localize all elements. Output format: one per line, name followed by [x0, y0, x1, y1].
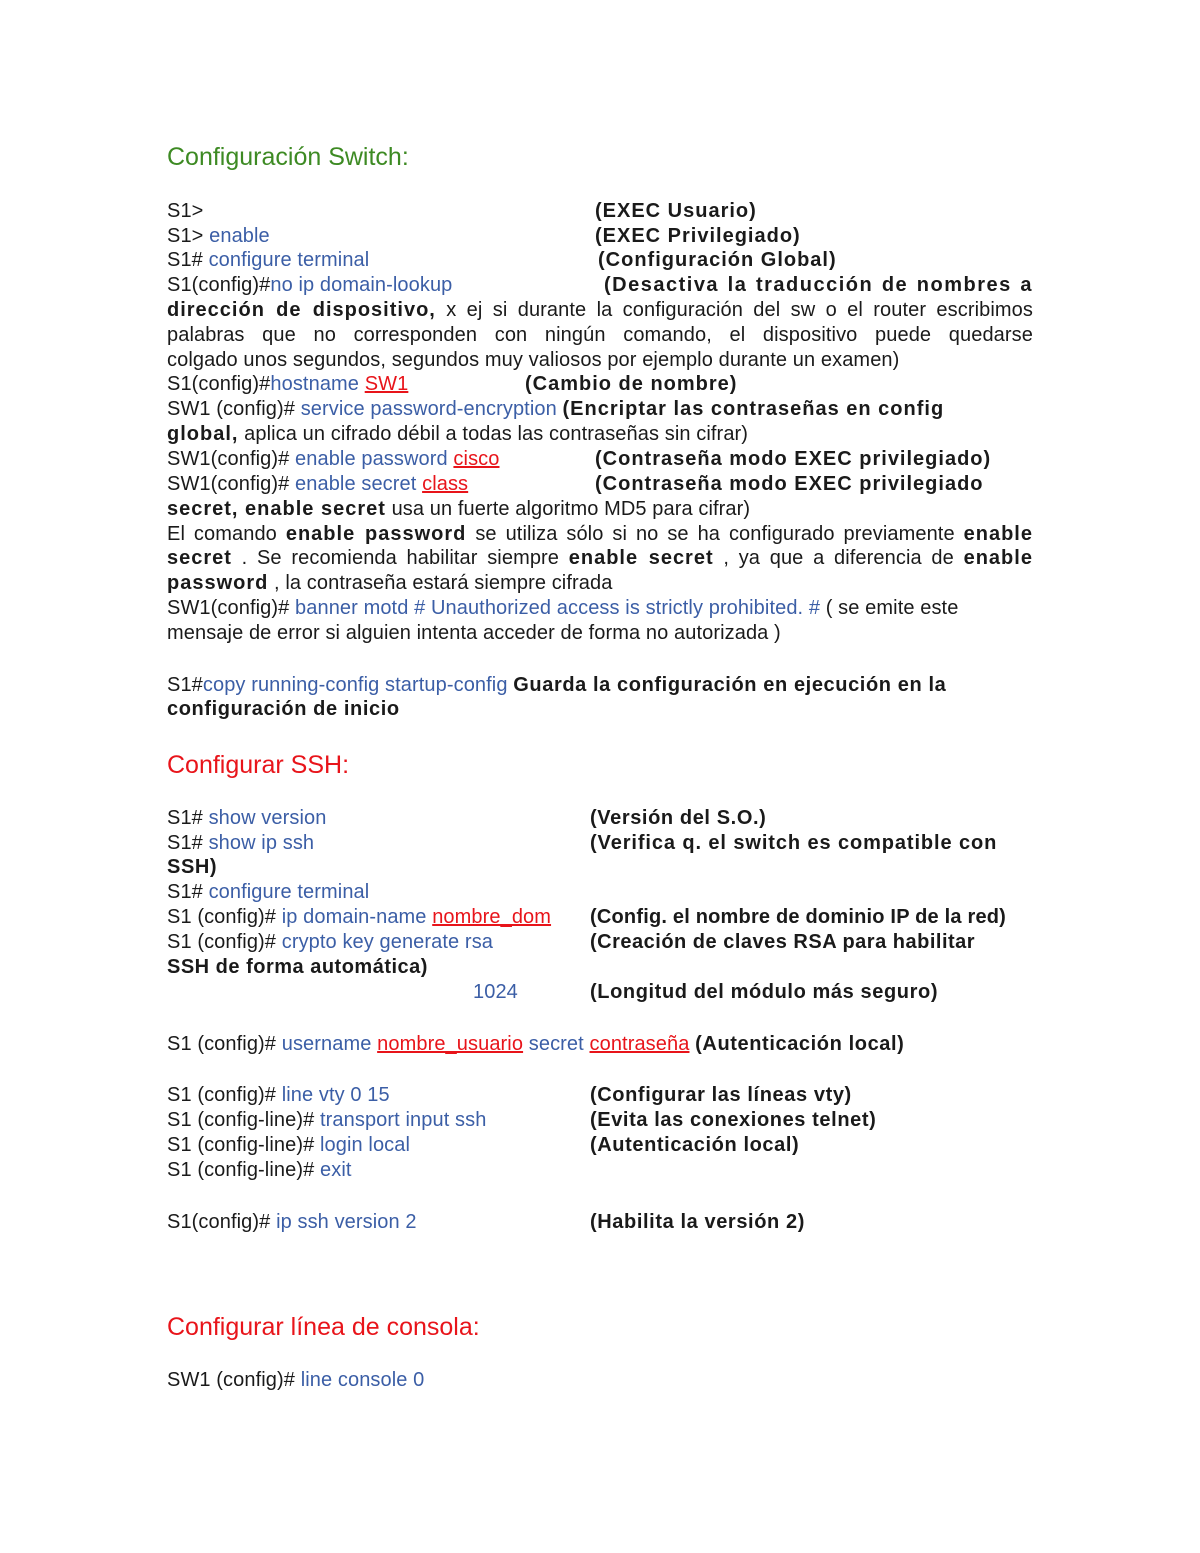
annotation: (Desactiva la traducción de nombres a [604, 274, 1033, 296]
command: 1024 [473, 981, 518, 1003]
doc-line [167, 1108, 877, 1132]
doc-line [167, 323, 1033, 347]
doc-line [167, 1083, 852, 1107]
doc-line [167, 855, 217, 879]
doc-line [167, 673, 946, 697]
doc-line [167, 372, 738, 396]
doc-line [167, 1032, 904, 1056]
bold-text: secret [167, 547, 232, 569]
command: service password-encryption [300, 398, 557, 420]
annotation: (Configurar las líneas vty) [590, 1084, 852, 1106]
prompt: S1 (config)# [167, 931, 277, 953]
annotation: (Cambio de nombre) [525, 373, 738, 395]
prompt: S1 (config)# [167, 1033, 277, 1055]
command: configure terminal [208, 881, 370, 903]
prompt: S1> [167, 225, 204, 247]
doc-line [167, 224, 801, 248]
command: hostname [270, 373, 360, 395]
body-text: palabras que no corresponden con ningún comando, el dispositivo puede quedarse [167, 324, 1033, 346]
annotation: (Contraseña modo EXEC privilegiado [595, 473, 984, 495]
doc-line [167, 571, 612, 595]
doc-line [167, 447, 992, 471]
bold-text: global, [167, 423, 239, 445]
body-text: . Se recomienda habilitar siempre [241, 547, 560, 569]
command: line vty 0 15 [281, 1084, 390, 1106]
prompt: SW1(config)# [167, 597, 290, 619]
command: line console 0 [300, 1369, 425, 1391]
section-title-switch: Configuración Switch: [167, 143, 409, 171]
argument: SW1 [364, 373, 409, 395]
annotation: (EXEC Privilegiado) [595, 225, 801, 247]
doc-line [167, 1158, 352, 1182]
bold-text: enable [963, 523, 1033, 545]
annotation: configuración de inicio [167, 698, 400, 720]
command: enable secret [295, 473, 417, 495]
bold-text: enable [963, 547, 1033, 569]
bold-text: password [167, 572, 269, 594]
command: ip domain-name [281, 906, 427, 928]
doc-line [167, 880, 369, 904]
annotation: SSH) [167, 856, 218, 878]
section-title-console: Configurar línea de consola: [167, 1313, 480, 1341]
annotation: (Contraseña modo EXEC privilegiado) [595, 448, 992, 470]
bold-text: enable password [285, 523, 467, 545]
prompt: S1(config)# [167, 274, 271, 296]
body-text: , la contraseña estará siempre cifrada [274, 572, 613, 594]
annotation: (Creación de claves RSA para habilitar [590, 931, 976, 953]
doc-line [167, 497, 750, 521]
argument: cisco [453, 448, 500, 470]
annotation: (Autenticación local) [695, 1033, 905, 1055]
command: show ip ssh [208, 832, 315, 854]
command: banner motd # Unauthorized access is strictly prohibited. # [295, 597, 821, 619]
body-text: ( se emite este [825, 597, 959, 619]
prompt: S1> [167, 200, 204, 222]
bold-text: secret, enable secret [167, 498, 386, 520]
command: username [281, 1033, 372, 1055]
prompt: S1# [167, 249, 203, 271]
annotation: (Autenticación local) [590, 1134, 800, 1156]
command: configure terminal [208, 249, 370, 271]
argument: contraseña [589, 1033, 690, 1055]
doc-line [167, 472, 984, 496]
annotation: (Evita las conexiones telnet) [590, 1109, 877, 1131]
body-text: mensaje de error si alguien intenta acceder de forma no autorizada ) [167, 622, 781, 644]
annotation: (Configuración Global) [598, 249, 837, 271]
doc-line [167, 980, 1033, 1004]
argument: class [422, 473, 469, 495]
annotation: (Habilita la versión 2) [590, 1211, 805, 1233]
prompt: S1(config)# [167, 1211, 271, 1233]
command: exit [320, 1159, 352, 1181]
command: show version [208, 807, 327, 829]
prompt: S1# [167, 674, 203, 696]
prompt: S1# [167, 832, 203, 854]
doc-line [167, 546, 1033, 570]
prompt: S1 (config)# [167, 1084, 277, 1106]
prompt: S1 (config-line)# [167, 1134, 315, 1156]
annotation: (Encriptar las contraseñas en config [562, 398, 945, 420]
doc-line [167, 831, 998, 855]
annotation: Guarda la configuración en ejecución en la [513, 674, 947, 696]
doc-line [167, 422, 748, 446]
body-text: usa un fuerte algoritmo MD5 para cifrar) [391, 498, 751, 520]
prompt: SW1(config)# [167, 473, 290, 495]
doc-line [167, 1210, 805, 1234]
doc-line [167, 930, 976, 954]
prompt: S1 (config-line)# [167, 1159, 315, 1181]
argument: nombre_usuario [377, 1033, 524, 1055]
command: enable password [295, 448, 448, 470]
doc-line [167, 621, 781, 645]
body-text: x ej si durante la configuración del sw o el router escribimos [446, 299, 1033, 321]
command: transport input ssh [320, 1109, 487, 1131]
body-text: El comando [167, 523, 277, 545]
body-text: se utiliza sólo si no se ha configurado previamente [475, 523, 955, 545]
annotation: (Config. el nombre de dominio IP de la red) [590, 906, 1007, 928]
command: crypto key generate rsa [281, 931, 494, 953]
doc-line [167, 199, 757, 223]
command: secret [528, 1033, 584, 1055]
annotation: (Versión del S.O.) [590, 807, 767, 829]
bold-text: enable secret [568, 547, 714, 569]
prompt: S1# [167, 807, 203, 829]
bold-text: dirección de dispositivo, [167, 299, 436, 321]
doc-line [167, 1368, 424, 1392]
prompt: S1(config)# [167, 373, 271, 395]
doc-line [167, 697, 400, 721]
prompt: SW1 (config)# [167, 398, 296, 420]
section-title-ssh: Configurar SSH: [167, 751, 350, 779]
command: login local [320, 1134, 411, 1156]
body-text: colgado unos segundos, segundos muy valiosos por ejemplo durante un examen) [167, 349, 900, 371]
doc-line [167, 1133, 800, 1157]
doc-line [167, 522, 1033, 546]
doc-line [167, 806, 767, 830]
body-text: aplica un cifrado débil a todas las contraseñas sin cifrar) [244, 423, 749, 445]
prompt: S1 (config)# [167, 906, 277, 928]
prompt: SW1 (config)# [167, 1369, 296, 1391]
prompt: SW1(config)# [167, 448, 290, 470]
prompt: S1 (config-line)# [167, 1109, 315, 1131]
annotation: (Verifica q. el switch es compatible con [590, 832, 998, 854]
command: ip ssh version 2 [276, 1211, 417, 1233]
doc-line [167, 298, 1033, 322]
doc-line [167, 248, 837, 272]
annotation: SSH de forma automática) [167, 956, 428, 978]
doc-line [167, 273, 1033, 297]
command: enable [209, 225, 270, 247]
doc-line [167, 905, 1007, 929]
doc-line [167, 397, 944, 421]
annotation: (EXEC Usuario) [595, 200, 757, 222]
annotation: (Longitud del módulo más seguro) [590, 981, 939, 1003]
argument: nombre_dom [432, 906, 552, 928]
body-text: , ya que a diferencia de [723, 547, 954, 569]
doc-line [167, 955, 428, 979]
doc-line [167, 348, 899, 372]
command: no ip domain-lookup [270, 274, 453, 296]
prompt: S1# [167, 881, 203, 903]
command: copy running-config startup-config [202, 674, 508, 696]
doc-line [167, 596, 958, 620]
